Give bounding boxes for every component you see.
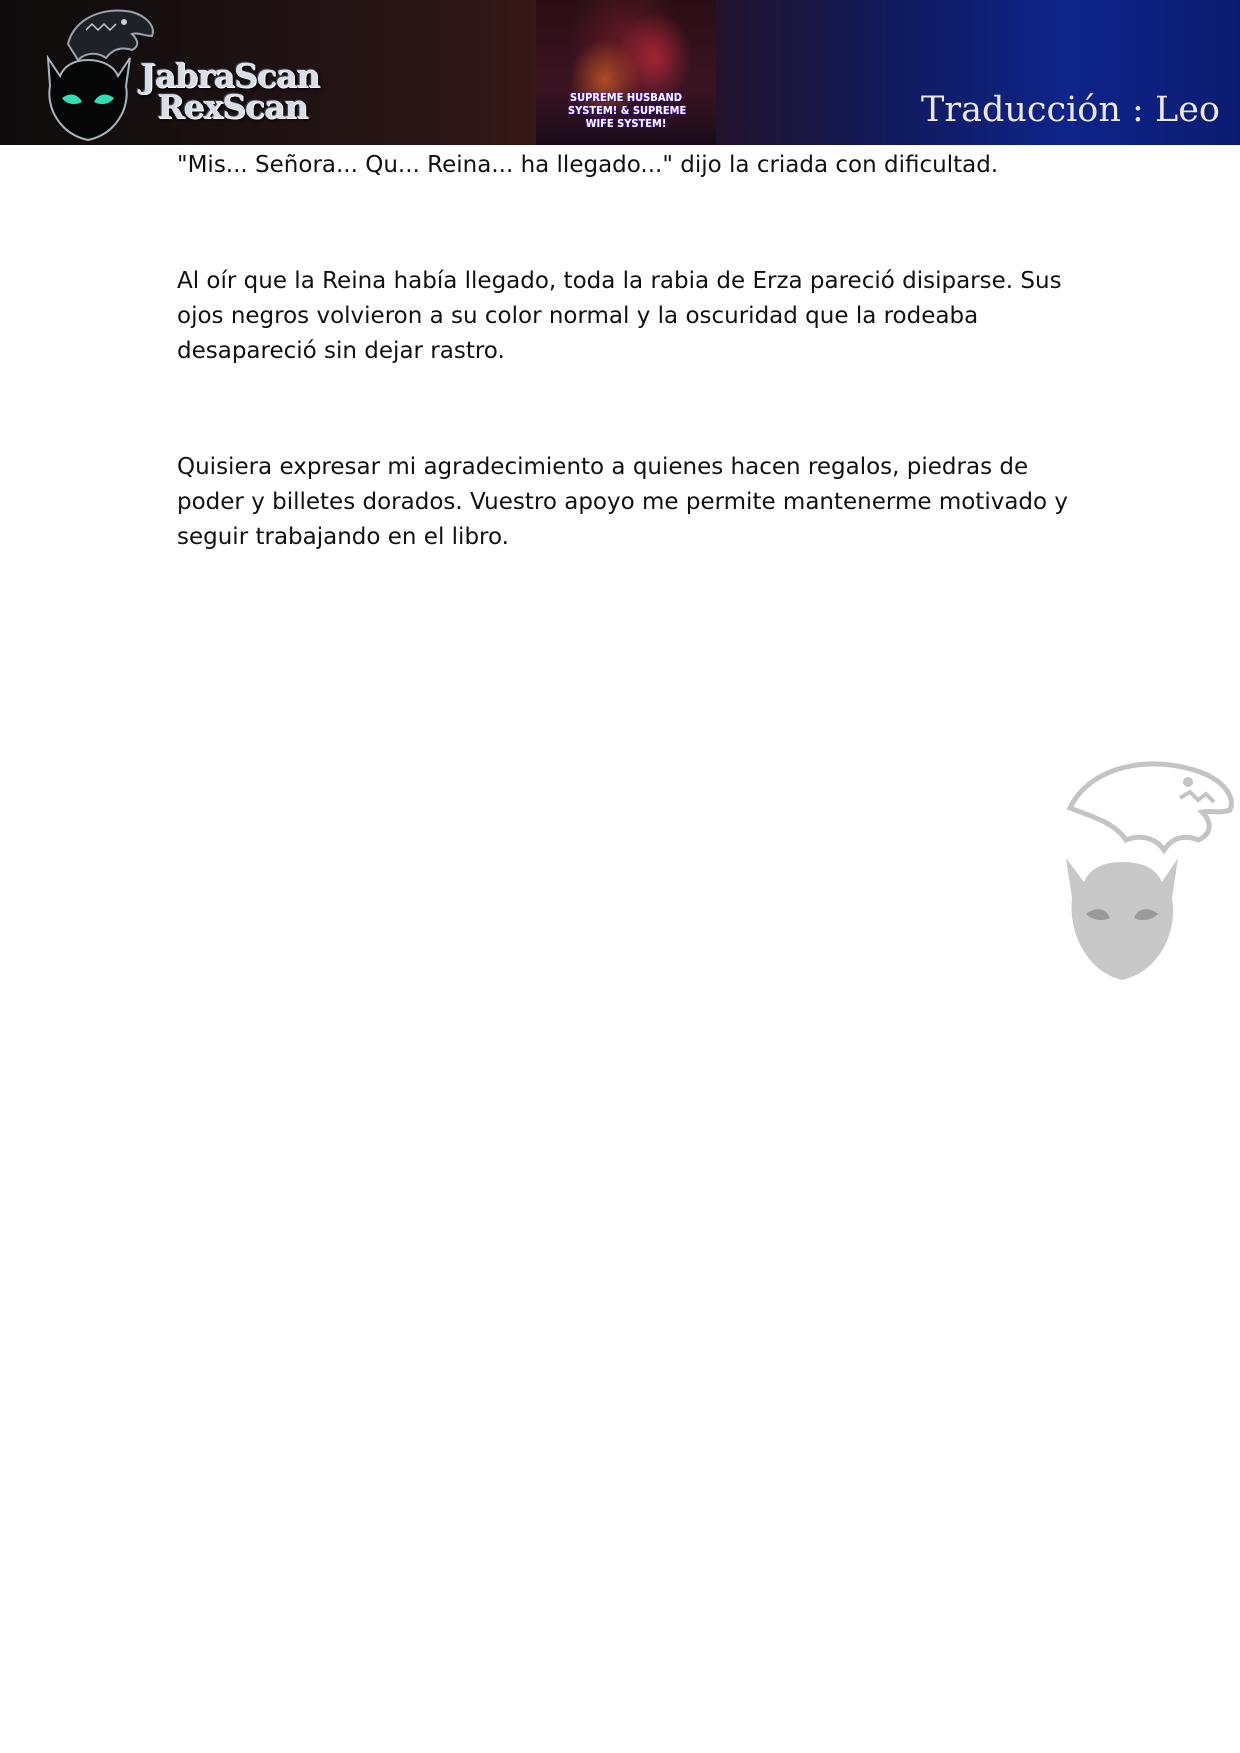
paragraph: "Mis... Señora... Qu... Reina... ha llegado..." dijo la criada con dificultad. — [177, 152, 999, 178]
header-banner — [0, 0, 1240, 145]
paragraph: Quisiera expresar mi agradecimiento a quienes hacen regalos, piedras de poder y billetes dorados. Vuestro apoyo me permite mantenerme motivado y seguir trabajando en el libro. — [177, 454, 1069, 550]
dinosaur-demon-logo-icon — [28, 2, 158, 142]
cover-title-line: SUPREME HUSBAND — [570, 91, 682, 104]
logo-line-rexscan: RexScan — [157, 87, 308, 126]
logo-line-jabrascan: JabraScan — [140, 56, 320, 95]
novel-cover-art — [536, 0, 716, 145]
scanlation-group-logo — [140, 56, 320, 126]
translator-credit: Traducción : Leo — [921, 90, 1220, 130]
dinosaur-demon-watermark-icon — [1060, 758, 1240, 983]
cover-title — [568, 91, 687, 130]
cover-title-line: SYSTEM! & SUPREME — [568, 104, 687, 117]
paragraph: Al oír que la Reina había llegado, toda la rabia de Erza pareció disiparse. Sus ojos negros volvieron a su color normal y la oscuridad que la rodeaba desapareció sin dejar rastro. — [177, 268, 1062, 364]
cover-title-line: WIFE SYSTEM! — [585, 117, 667, 130]
